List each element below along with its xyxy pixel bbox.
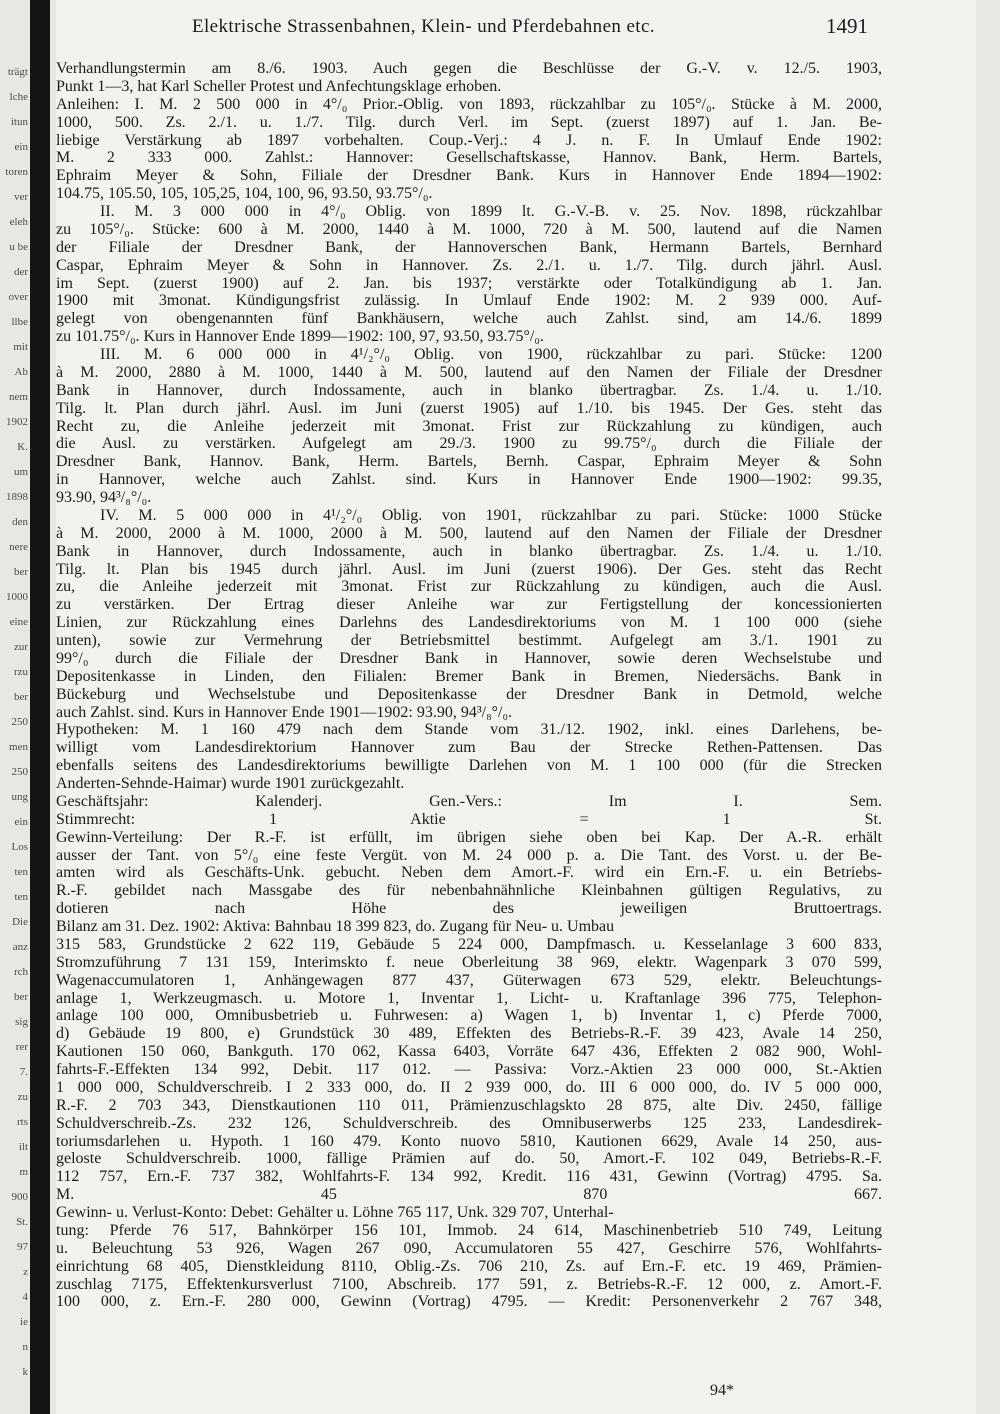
facing-page-fragment: der [13,266,28,278]
facing-page-fragment: toren [5,166,28,178]
facing-page-fragment: ten [14,866,28,878]
facing-page-fragment: ilt [18,1141,28,1153]
text-line: einrichtung 68 405, Dienstkleidung 8110, Oblig.-Zs. 706 210, Zs. auf Ern.-F. etc. 19 469, Prämien- [56,1257,882,1275]
facing-page-fragment: rts [17,1116,28,1128]
signature-mark: 94* [710,1382,734,1399]
text-line: Tilg. lt. Plan durch jährl. Ausl. im Juni (zuerst 1905) auf 1./10. bis 1945. Der Ges. steht das [56,399,882,417]
facing-page-fragment: ber [13,991,28,1003]
facing-page-fragment: rer [15,1041,28,1053]
facing-page-fragment: rzu [13,666,28,678]
text-line: zu 105°/₀. Stücke: 600 à M. 2000, 1440 à M. 1000, 720 à M. 500, lautend auf die Namen [56,220,882,238]
text-line: Recht zu, die Anleihe jederzeit mit 3monat. Frist zur Rückzahlung zu kündigen, auch [56,417,882,435]
facing-page-fragment: k [22,1366,28,1378]
text-line: gelegt von obengenannten fünf Bankhäusern, welche auch Zahlst. sind, am 14./6. 1899 [56,310,882,328]
facing-page-fragment: 7. [19,1066,28,1078]
facing-page-fragment: zu [17,1091,28,1103]
text-line: auch Zahlst. sind. Kurs in Hannover Ende 1901—1902: 93.90, 94³/₈°/₀. [56,703,513,721]
text-line: Gewinn- u. Verlust-Konto: Debet: Gehälter u. Löhne 765 117, Unk. 329 707, Unterhal- [56,1204,614,1221]
text-line: Hypotheken: M. 1 160 479 nach dem Stande vom 31./12. 1902, inkl. eines Darlehens, be- [56,721,882,739]
facing-page-fragment: u be [9,241,28,253]
text-line: Schuldverschreib.-Zs. 232 126, Schuldverschreib. des Omnibuserwerbs 125 233, Landesdirek- [56,1114,882,1132]
book-binding-shadow [30,0,50,1414]
text-line: der Filiale der Dresdner Bank, der Hannoverschen Bank, Hermann Bartels, Bernhard [56,238,882,256]
text-line: IV. M. 5 000 000 in 4¹/₂°/₀ Oblig. von 1901, rückzahlbar zu pari. Stücke: 1000 Stücke [100,506,882,524]
facing-page-fragment: ung [11,791,28,803]
text-line: anlage 100 000, Omnibusbetrieb u. Fuhrwesen: a) Wagen 1, b) Inventar 1, c) Pferde 7000, [56,1007,882,1025]
text-line: dotieren nach Höhe des jeweiligen Bruttoertrags. [56,900,882,918]
text-line: die Ausl. zu verstärken. Aufgelegt am 29./3. 1900 zu 99.75°/₀ durch die Filiale der [56,435,882,453]
facing-page-fragment: um [13,466,28,478]
text-line: Kautionen 150 060, Bankguth. 170 062, Kassa 6403, Vorräte 647 436, Effekten 2 082 900, Wohl- [56,1043,882,1061]
text-line: u. Beleuchtung 53 926, Wagen 267 090, Accumulatoren 55 427, Geschirre 576, Wohlfahrts- [56,1239,882,1257]
facing-page-fragment: 97 [17,1241,28,1253]
text-line: amten wird als Geschäfts-Unk. gebucht. Neben dem Amort.-F. wird ein Ern.-F. u. ein Betriebs- [56,864,882,882]
facing-page-fragment: 1898 [6,491,28,503]
text-line: Anderten-Sehnde-Haimar) wurde 1901 zurückgezahlt. [56,775,405,792]
facing-page-fragment: ie [20,1316,28,1328]
text-line: anlage 1, Werkzeugmasch. u. Motore 1, Inventar 1, Licht- u. Kraftanlage 396 775, Telephon- [56,989,882,1007]
page-body-text [56,60,882,1311]
facing-page-fragment: ber [13,691,28,703]
text-line: Linien, zur Rückzahlung eines Darlehns des Landesdirektoriums von M. 1 100 000 (siehe [56,614,882,632]
text-line: M. 2 333 000. Zahlst.: Hannover: Gesellschaftskasse, Hannov. Bank, Herm. Bartels, [56,149,882,167]
text-line: Punkt 1—3, hat Karl Scheller Protest und Anfechtungsklage erhoben. [56,77,502,95]
text-line: Gewinn-Verteilung: Der R.-F. ist erfüllt, im übrigen siehe oben bei Kap. Der A.-R. erhält [56,828,882,846]
facing-page-fragment: sig [15,1016,28,1028]
text-line: toriumsdarlehen u. Hypoth. 1 160 479. Konto nuovo 5810, Kautionen 6629, Avale 14 250, aus- [56,1132,882,1150]
text-line: Bank in Hannover, durch Indossamente, auch in blanko übertragbar. Zs. 1./4. u. 1./10. [56,381,882,399]
text-line: zuschlag 7175, Effektenkursverlust 7100, Abschreib. 177 591, z. Betriebs-R.-F. 12 000, z. Amort.-F. [56,1275,882,1293]
facing-page-fragment: nem [9,391,28,403]
text-line: R.-F. gebildet nach Massgabe des für nebenbahnähnliche Kleinbahnen gültigen Regulativs, zu [56,882,882,900]
text-line: Wagenaccumulatoren 1, Anhängewagen 877 437, Güterwagen 673 529, elektr. Beleuchtungs- [56,971,882,989]
page-header [56,16,956,46]
running-head: Elektrische Strassenbahnen, Klein- und Pferdebahnen etc. [192,16,655,37]
book-page [56,0,976,1414]
text-line: d) Gebäude 19 800, e) Grundstück 30 489, Effekten des Betriebs-R.-F. 39 423, Avale 14 250, [56,1025,882,1043]
facing-page-fragment: llbe [11,316,28,328]
facing-page-fragment: nere [9,541,28,553]
text-line: zu 101.75°/₀. Kurs in Hannover Ende 1899—1902: 100, 97, 93.50, 93.75°/₀. [56,328,544,346]
text-line: 100 000, z. Ern.-F. 280 000, Gewinn (Vortrag) 4795. — Kredit: Personenverkehr 2 767 348, [56,1293,882,1311]
text-line: ebenfalls seitens des Landesdirektoriums bewilligte Darlehen von M. 1 100 000 (für die Strecken [56,757,882,775]
text-line: 99°/₀ durch die Filiale der Dresdner Bank in Hannover, sowie deren Wechselstube und [56,649,882,667]
facing-page-fragment: ten [14,891,28,903]
text-line: Geschäftsjahr: Kalenderj. Gen.-Vers.: Im I. Sem. [56,792,882,810]
facing-page-fragment: zur [13,641,28,653]
text-line: Tilg. lt. Plan bis 1945 durch jährl. Ausl. im Juni (zuerst 1906). Der Ges. steht das Recht [56,560,882,578]
text-line: 1000, 500. Zs. 2./1. u. 1./7. Tilg. durch Verl. im Sept. (zuerst 1897) auf 1. Jan. Be- [56,113,882,131]
facing-page-fragment: trägt [7,66,28,78]
facing-page-fragment: z [23,1266,28,1278]
text-line: à M. 2000, 2880 à M. 1000, 1440 à M. 500, lautend auf den Namen der Filiale der Dresdner [56,363,882,381]
text-line: III. M. 6 000 000 in 4¹/₂°/₀ Oblig. von 1900, rückzahlbar zu pari. Stücke: 1200 [100,346,882,363]
facing-page-fragment: men [9,741,28,753]
facing-page-fragment: n [22,1341,28,1353]
text-line: Depositenkasse in Linden, den Filialen: Bremer Bank in Bremen, Niedersächs. Bank in [56,667,882,685]
text-line: ausser der Tant. von 5°/₀ eine feste Vergüt. von M. 24 000 p. a. Die Tant. des Vorst. u. der Be- [56,846,882,864]
text-line: zu, die Anleihe jederzeit mit 3monat. Frist zur Rückzahlung zu kündigen, auch die Ausl. [56,578,882,596]
text-line: willigt vom Landesdirektorium Hannover zum Bau der Strecke Rethen-Pattensen. Das [56,739,882,757]
text-line: 1 000 000, Schuldverschreib. I 2 333 000, do. II 2 939 000, do. III 6 000 000, do. IV 5 000 000, [56,1078,882,1096]
facing-page-fragment: ber [13,566,28,578]
text-line: Anleihen: I. M. 2 500 000 in 4°/₀ Prior.-Oblig. von 1893, rückzahlbar zu 105°/₀. Stücke à M. 2000, [56,95,882,113]
facing-page-fragment: m [19,1166,28,1178]
text-line: M. 45 870 667. [56,1186,882,1204]
text-line: 315 583, Grundstücke 2 622 119, Gebäude 5 224 000, Dampfmasch. u. Kesselanlage 3 600 833, [56,935,882,953]
text-line: Stimmrecht: 1 Aktie = 1 St. [56,810,882,828]
text-line: in Hannover, welche auch Zahlst. sind. Kurs in Hannover Ende 1900—1902: 99.35, [56,471,882,489]
facing-page-fragment: 1902 [6,416,28,428]
facing-page-fragment: 250 [11,716,28,728]
text-line: Bückeburg und Wechselstube und Depositenkasse der Dresdner Bank in Detmold, welche [56,685,882,703]
facing-page-fragment: eine [9,616,28,628]
text-line: zu verstärken. Der Ertrag dieser Anleihe war zur Fertigstellung der koncessionierten [56,596,882,614]
text-line: II. M. 3 000 000 in 4°/₀ Oblig. von 1899 lt. G.-V.-B. v. 25. Nov. 1898, rückzahlbar [100,203,882,220]
text-line: à M. 2000, 2000 à M. 1000, 2000 à M. 500, lautend auf den Namen der Filiale der Dresdner [56,524,882,542]
text-line: tung: Pferde 76 517, Bahnkörper 156 101, Immob. 24 614, Maschinenbetrieb 510 749, Leitung [56,1221,882,1239]
text-line: liebige Verstärkung ab 1897 vorbehalten. Coup.-Verj.: 4 J. n. F. In Umlauf Ende 1902: [56,131,882,149]
facing-page-fragment: ein [14,816,28,828]
facing-page-fragment: Die [12,916,28,928]
facing-page-edge [0,60,30,1380]
text-line: 104.75, 105.50, 105, 105,25, 104, 100, 96, 93.50, 93.75°/₀. [56,185,433,203]
text-line: Dresdner Bank, Hannov. Bank, Herm. Bartels, Bernh. Caspar, Ephraim Meyer & Sohn [56,453,882,471]
facing-page-fragment: den [12,516,28,528]
text-line: Ephraim Meyer & Sohn, Filiale der Dresdner Bank. Kurs in Hannover Ende 1894—1902: [56,167,882,185]
facing-page-fragment: lche [9,91,28,103]
text-line: 93.90, 94³/₈°/₀. [56,489,152,506]
facing-page-fragment: over [8,291,28,303]
facing-page-fragment: anz [12,941,28,953]
text-line: 1900 mit 3monat. Kündigungsfrist zulässig. In Umlauf Ende 1902: M. 2 939 000. Auf- [56,292,882,310]
facing-page-fragment: Los [11,841,28,853]
text-line: Stromzuführung 7 131 159, Interimskto f. neue Oberleitung 38 969, elektr. Wagenpark 3 070 599, [56,953,882,971]
facing-page-fragment: mit [13,341,28,353]
text-line: Caspar, Ephraim Meyer & Sohn in Hannover. Zs. 2./1. u. 1./7. Tilg. durch jährl. Ausl. [56,256,882,274]
facing-page-fragment: itun [10,116,28,128]
text-line: geloste Schuldverschreib. 1000, fällige Prämien auf do. 50, Amort.-F. 102 049, Betriebs-R.-F. [56,1150,882,1168]
facing-page-fragment: St. [16,1216,28,1228]
text-line: Bank in Hannover, durch Indossamente, auch in blanko übertragbar. Zs. 1./4. u. 1./10. [56,542,882,560]
text-line: fahrts-F.-Effekten 134 992, Debit. 117 012. — Passiva: Vorz.-Aktien 23 000 000, St.-Aktien [56,1061,882,1078]
facing-page-fragment: Ab [14,366,28,378]
facing-page-fragment: 250 [11,766,28,778]
text-line: im Sept. (zuerst 1900) auf 2. Jan. bis 1937; verstärkte oder Totalkündigung ab 1. Jan. [56,274,882,292]
facing-page-fragment: ver [13,191,28,203]
facing-page-fragment: rch [13,966,28,978]
facing-page-fragment: ein [14,141,28,153]
facing-page-fragment: 4 [22,1291,28,1303]
text-line: unten), sowie zur Vermehrung der Betriebsmittel bestimmt. Aufgelegt am 3./1. 1901 zu [56,632,882,649]
facing-page-fragment: K. [17,441,28,453]
page-number: 1491 [826,14,868,38]
facing-page-fragment: eleh [9,216,28,228]
facing-page-fragment: 900 [11,1191,28,1203]
text-line: R.-F. 2 703 343, Dienstkautionen 110 011, Prämienzuschlagskto 28 875, alte Div. 2450, fällige [56,1096,882,1114]
facing-page-fragment: 1000 [6,591,28,603]
text-line: Verhandlungstermin am 8./6. 1903. Auch gegen die Beschlüsse der G.-V. v. 12./5. 1903, [56,60,882,77]
text-line: 112 757, Ern.-F. 737 382, Wohlfahrts-F. 134 992, Kredit. 116 431, Gewinn (Vortrag) 4795. Sa. [56,1168,882,1186]
text-line: Bilanz am 31. Dez. 1902: Aktiva: Bahnbau 18 399 823, do. Zugang für Neu- u. Umbau [56,918,615,935]
